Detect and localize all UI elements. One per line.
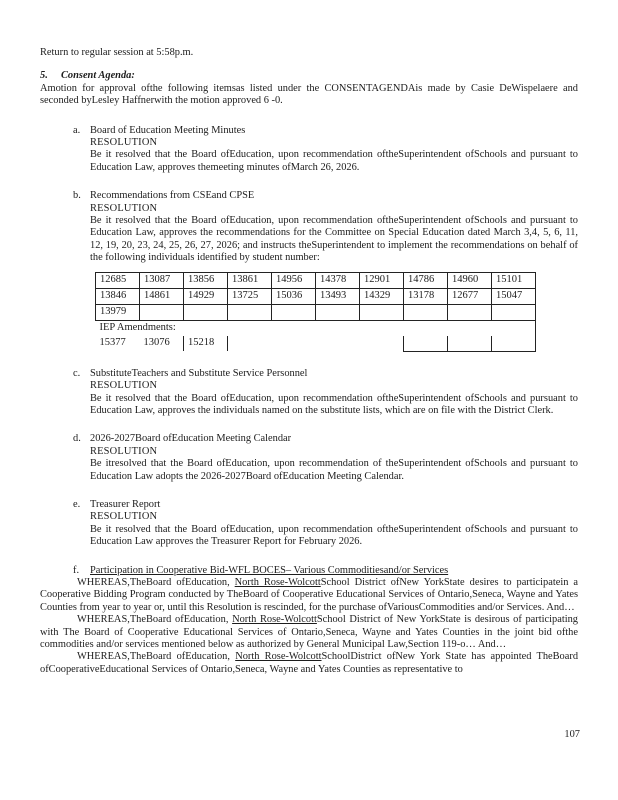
- whereas-paragraph-2: [40, 614, 578, 651]
- item-title: Treasurer Report: [90, 498, 161, 510]
- iep-amendments-row: [96, 320, 536, 336]
- whereas-text: WHEREAS,TheBoard ofEducation,: [77, 651, 236, 663]
- table-cell-empty: [316, 336, 360, 352]
- resolution-label: RESOLUTION: [90, 445, 158, 457]
- district-name-underlined: North Rose-Wolcott: [234, 576, 321, 588]
- table-cell: [360, 304, 404, 320]
- consent-motion-text: Amotion for approval ofthe following itemsas listed under the CONSENTAGENDAis made by Casie DeWispelaere and seconded byLesley Haffnerwith the motion approved 6 -0.: [40, 82, 578, 107]
- consent-agenda-heading: [40, 70, 578, 82]
- item-title: Recommendations from CSEand CPSE: [90, 190, 255, 202]
- table-cell: 13493: [316, 288, 360, 304]
- table-cell: 13861: [228, 272, 272, 288]
- agenda-items: [40, 125, 578, 677]
- whereas-text: WHEREAS,TheBoard ofEducation,: [77, 576, 235, 588]
- item-letter: e.: [73, 498, 81, 510]
- item-letter: a.: [73, 124, 81, 136]
- table-cell: 13178: [404, 288, 448, 304]
- table-row: [96, 288, 536, 304]
- whereas-text: SchoolDistrict ofNew York State has appointed TheBoard ofCooperativeEducational Services of Ontario,Seneca, Wayne and Yates Counties as representative to: [40, 651, 579, 675]
- table-cell: [140, 304, 184, 320]
- table-cell: [272, 304, 316, 320]
- table-cell-empty: [492, 336, 536, 352]
- item-body: Be it resolved that the Board ofEducation, upon recommendation oftheSuperintendent ofSchools and pursuant to Education Law, approves the individuals named on the substitute lists, which are on file with the District Clerk.: [90, 392, 578, 416]
- table-cell: 13979: [96, 304, 140, 320]
- consent-agenda-number: 5.: [40, 70, 48, 82]
- item-title-underlined: Participation in Cooperative Bid-WFL BOCES– Various Commoditiesand/or Services: [90, 564, 449, 576]
- table-cell-empty: [448, 336, 492, 352]
- table-cell: 13725: [228, 288, 272, 304]
- table-cell: 15047: [492, 288, 536, 304]
- table-cell: [492, 304, 536, 320]
- iep-values-row: [96, 336, 536, 352]
- iep-amendments-section: [96, 320, 536, 351]
- agenda-item-c: [40, 368, 578, 418]
- page-number: 107: [564, 729, 580, 740]
- consent-agenda-title: Consent Agenda:: [61, 70, 135, 82]
- item-letter: c.: [73, 367, 81, 379]
- table-cell: 12901: [360, 272, 404, 288]
- table-row: [96, 272, 536, 288]
- iep-value: 15218: [184, 336, 228, 352]
- item-title: 2026-2027Board ofEducation Meeting Calendar: [90, 433, 292, 445]
- table-cell: 14329: [360, 288, 404, 304]
- table-cell: 14861: [140, 288, 184, 304]
- resolution-label: RESOLUTION: [90, 202, 158, 214]
- table-cell: 12685: [96, 272, 140, 288]
- student-number-table: [95, 272, 536, 352]
- table-cell: 14956: [272, 272, 316, 288]
- table-cell-empty: [228, 336, 272, 352]
- item-body: Be itresolved that the Board ofEducation, upon recommendation of theSuperintendent ofSchools and pursuant to Education Law adopts the 2026-2027Board ofEducation Meeting Calendar.: [90, 458, 578, 482]
- iep-value: 13076: [140, 336, 184, 352]
- table-cell: 12677: [448, 288, 492, 304]
- district-name-underlined: North Rose-Wolcott: [235, 651, 322, 663]
- table-cell: 14929: [184, 288, 228, 304]
- item-letter: d.: [73, 433, 81, 445]
- whereas-text: School District ofNew YorkState desires to participatein a Cooperative Bidding Program conducted by TheBoard of Cooperative Educational Services of Ontario,Seneca, Wayne and Yates Counties from year to year or, until this Resolution is rescinded, for the purchase ofVariousCommodities and/or Services. And…: [40, 576, 579, 613]
- table-cell: [184, 304, 228, 320]
- table-cell: 13856: [184, 272, 228, 288]
- item-body: Be it resolved that the Board ofEducation, upon recommendation oftheSuperintendent ofSchools and pursuant to Education Law approves the Treasurer Report for February 2026.: [90, 523, 578, 548]
- table-cell: 15101: [492, 272, 536, 288]
- table-cell-empty: [360, 336, 404, 352]
- item-letter: f.: [73, 564, 80, 576]
- table-cell: 13846: [96, 288, 140, 304]
- item-letter: b.: [73, 190, 81, 202]
- resolution-label: RESOLUTION: [90, 511, 158, 523]
- table-cell: 14960: [448, 272, 492, 288]
- agenda-item-b: [40, 190, 578, 351]
- resolution-label: RESOLUTION: [90, 137, 158, 149]
- item-body: Be it resolved that the Board ofEducation, upon recommendation oftheSuperintendent ofSchools and pursuant to Education Law, approves themeeting minutes ofMarch 26, 2026.: [90, 149, 578, 173]
- agenda-item-a: [40, 125, 578, 175]
- table-cell: [228, 304, 272, 320]
- resolution-label: RESOLUTION: [90, 380, 158, 392]
- iep-amendments-label: IEP Amendments:: [96, 320, 536, 336]
- table-cell-empty: [404, 336, 448, 352]
- whereas-paragraph-1: [40, 577, 578, 614]
- table-cell: 14786: [404, 272, 448, 288]
- whereas-text: School District of New YorkState is desirous of participating with The Board of Cooperative Educational Services of Ontario,Seneca, Wayne and Yates Counties in the joint bid ofthe commodities and/or services mentioned below as authorized by General Municipal Law,Section 119-o… And…: [40, 614, 579, 650]
- return-session-line: Return to regular session at 5:58p.m.: [40, 47, 194, 58]
- item-title: Board of Education Meeting Minutes: [90, 124, 246, 136]
- table-cell: [316, 304, 360, 320]
- agenda-item-d: [40, 433, 578, 483]
- item-body: Be it resolved that the Board ofEducation, upon recommendation oftheSuperintendent ofSchools and pursuant to Education Law, approves the recommendations for the Committee on Special Education dated March 3,4, 5, 6, 11, 12, 19, 20, 23, 24, 25, 26, 27, 2026; and instructs theSuperintendent to implement the recommendations on behalf of the following individuals identified by student number:: [90, 215, 578, 264]
- district-name-underlined: North Rose-Wolcott: [232, 614, 317, 626]
- table-cell: [448, 304, 492, 320]
- iep-value: 15377: [99, 337, 126, 349]
- student-number-rows: [96, 272, 536, 320]
- table-cell: 14378: [316, 272, 360, 288]
- whereas-text: WHEREAS,TheBoard ofEducation,: [77, 614, 233, 626]
- table-cell: [404, 304, 448, 320]
- agenda-item-f: [40, 565, 578, 677]
- table-row: [96, 304, 536, 320]
- agenda-item-e: [40, 499, 578, 549]
- table-cell-empty: [272, 336, 316, 352]
- whereas-paragraph-3: [40, 651, 578, 676]
- table-cell: 15036: [272, 288, 316, 304]
- item-title: SubstituteTeachers and Substitute Service Personnel: [90, 367, 308, 379]
- table-cell: 13087: [140, 272, 184, 288]
